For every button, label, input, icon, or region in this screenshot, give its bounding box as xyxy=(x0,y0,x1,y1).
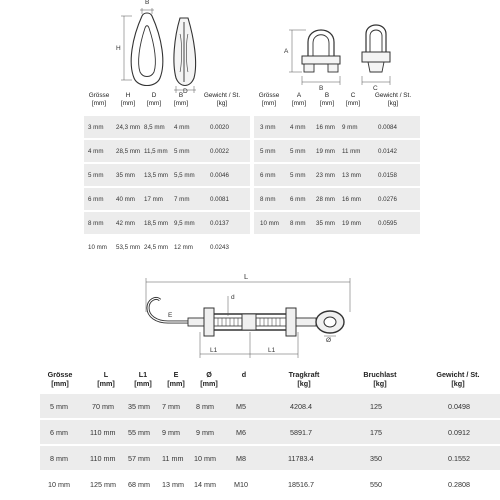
turnbuckle-header-o: Ø [mm] xyxy=(200,370,218,388)
turnbuckle-header-size: Grösse [mm] xyxy=(47,370,73,388)
thimble-header-weight: Gewicht / St. [kg] xyxy=(203,92,241,107)
turnbuckle-header-l1: L1 [mm] xyxy=(134,370,152,388)
turnbuckle-diagram xyxy=(138,272,364,368)
thimble-drawing xyxy=(118,8,208,96)
table-row: 6 mm 5 mm 23 mm 13 mm 0.0158 xyxy=(254,164,420,186)
turnbuckle-table xyxy=(40,370,500,500)
thimble-header-h: H [mm] xyxy=(120,92,136,107)
turnbuckle-label-l: L xyxy=(244,272,249,281)
turnbuckle-header-e: E [mm] xyxy=(167,370,185,388)
clamp-diagram xyxy=(286,12,410,94)
clamp-header-a: A [mm] xyxy=(291,92,307,107)
table-row: 5 mm 35 mm 13,5 mm 5,5 mm 0.0046 xyxy=(84,164,250,186)
turnbuckle-label-l1-left: L1 xyxy=(210,347,218,354)
table-row: 6 mm 40 mm 17 mm 7 mm 0.0081 xyxy=(84,188,250,210)
clamp-header-size: Grösse [mm] xyxy=(258,92,280,107)
table-row: 5 mm 5 mm 19 mm 11 mm 0.0142 xyxy=(254,140,420,162)
thimble-label-d: D xyxy=(183,88,188,95)
turnbuckle-drawing xyxy=(138,272,364,368)
clamp-table-header xyxy=(254,92,420,112)
turnbuckle-label-o: Ø xyxy=(326,337,332,344)
table-row: 3 mm 24,3 mm 8,5 mm 4 mm 0.0020 xyxy=(84,116,250,138)
clamp-label-b: B xyxy=(319,85,324,92)
thimble-header-size: Grösse [mm] xyxy=(88,92,110,107)
thimble-diagram xyxy=(116,0,208,96)
clamp-header-c: C [mm] xyxy=(345,92,361,107)
table-row: 10 mm 53,5 mm 24,5 mm 12 mm 0.0243 xyxy=(88,244,229,251)
table-row: 3 mm 4 mm 16 mm 9 mm 0.0084 xyxy=(254,116,420,138)
clamp-label-c: C xyxy=(373,85,378,92)
thimble-header-d: D [mm] xyxy=(146,92,162,107)
thimble-header-b: B [mm] xyxy=(173,92,189,107)
clamp-header-b: B [mm] xyxy=(319,92,335,107)
thimble-table xyxy=(84,92,250,262)
turnbuckle-header-weight: Gewicht / St. [kg] xyxy=(436,370,480,388)
turnbuckle-header-bruchlast: Bruchlast [kg] xyxy=(363,370,397,388)
table-row: 6 mm 110 mm 55 mm 9 mm 9 mm M6 5891.7 175 0.0912 xyxy=(40,420,500,444)
turnbuckle-header-l: L [mm] xyxy=(97,370,115,388)
turnbuckle-table-header xyxy=(40,370,500,392)
table-row: 10 mm 125 mm 68 mm 13 mm 14 mm M10 18516.7 550 0.2808 xyxy=(48,480,470,489)
table-row: 8 mm 42 mm 18,5 mm 9,5 mm 0.0137 xyxy=(84,212,250,234)
table-row: 5 mm 70 mm 35 mm 7 mm 8 mm M5 4208.4 125 0.0498 xyxy=(40,394,500,418)
clamp-table xyxy=(254,92,420,240)
clamp-header-weight: Gewicht / St. [kg] xyxy=(374,92,412,107)
table-row: 8 mm 6 mm 28 mm 16 mm 0.0276 xyxy=(254,188,420,210)
thimble-label-h: H xyxy=(116,45,121,52)
table-row: 8 mm 110 mm 57 mm 11 mm 10 mm M8 11783.4 350 0.1552 xyxy=(40,446,500,470)
clamp-drawing xyxy=(286,12,410,94)
table-row: 10 mm 8 mm 35 mm 19 mm 0.0595 xyxy=(254,212,420,234)
turnbuckle-header-tragkraft: Tragkraft [kg] xyxy=(288,370,320,388)
turnbuckle-header-d: d xyxy=(241,370,247,379)
turnbuckle-label-e: E xyxy=(168,312,173,319)
thimble-table-header xyxy=(84,92,250,112)
turnbuckle-label-l1-right: L1 xyxy=(268,347,276,354)
thimble-label-b: B xyxy=(145,0,150,6)
table-row: 4 mm 28,5 mm 11,5 mm 5 mm 0.0022 xyxy=(84,140,250,162)
clamp-label-a: A xyxy=(284,48,289,55)
turnbuckle-label-d: d xyxy=(231,294,235,301)
